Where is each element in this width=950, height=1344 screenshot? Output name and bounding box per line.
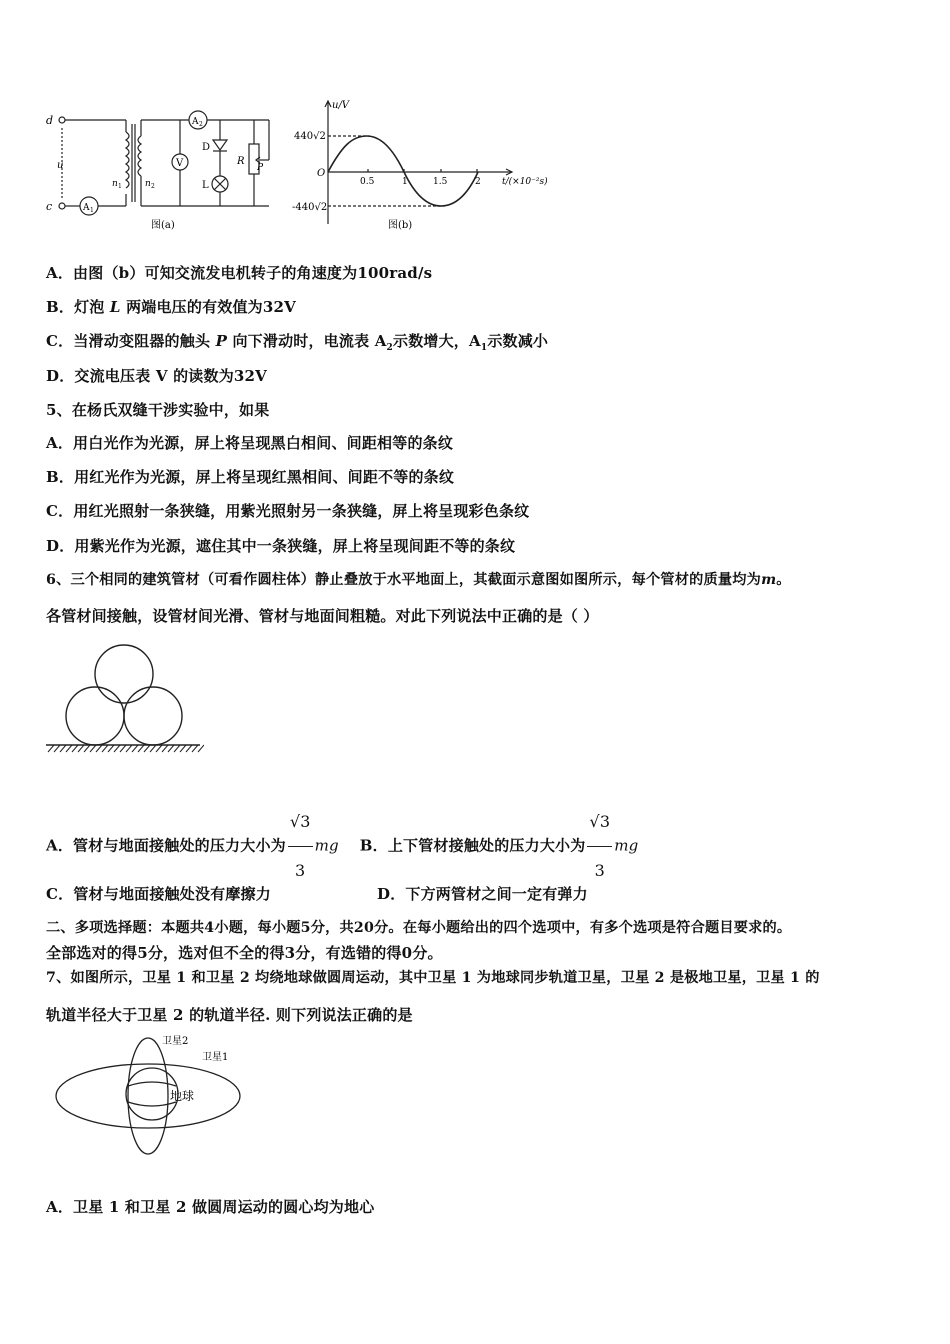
fraction-a: $\frac{√3}{3}$ <box>288 798 313 895</box>
ground-hatch <box>72 745 78 752</box>
pipes-figure <box>44 636 204 754</box>
ground-hatch <box>168 745 174 752</box>
ground-hatch <box>120 745 126 752</box>
bottom-left-pipe <box>66 687 124 745</box>
ground-hatch <box>48 745 54 752</box>
y-neg-value: -440√2 <box>292 202 328 213</box>
origin-label: O <box>317 168 326 179</box>
label-l: L <box>202 180 209 191</box>
ground-hatch <box>156 745 162 752</box>
q4-option-c: C．当滑动变阻器的触头 P 向下滑动时，电流表 $A_2$示数增大，$A_1$示数减小 <box>46 332 549 353</box>
q4-option-d: D．交流电压表 V 的读数为32V <box>46 367 268 385</box>
q6-stem-line1: 6、三个相同的建筑管材（可看作圆柱体）静止叠放于水平地面上，其截面示意图如图所示，每个管材的质量均为m。 <box>46 572 791 588</box>
q7-stem-line1: 7、如图所示，卫星 1 和卫星 2 均绕地球做圆周运动，其中卫星 1 为地球同步轨道卫星，卫星 2 是极地卫星，卫星 1 的 <box>46 970 820 986</box>
q7-stem-line2: 轨道半径大于卫星 2 的轨道半径. 则下列说法正确的是 <box>46 1006 413 1024</box>
ground-hatch <box>186 745 192 752</box>
ground-hatch <box>162 745 168 752</box>
caption-a: 图(a) <box>151 220 175 231</box>
label-n1: n <box>112 179 118 189</box>
ground-hatch <box>66 745 72 752</box>
label-u: u <box>57 160 64 171</box>
ground-hatch <box>138 745 144 752</box>
label-satellite1: 卫星1 <box>202 1052 229 1063</box>
ground-hatch <box>150 745 156 752</box>
caption-b: 图(b) <box>388 220 413 231</box>
section2-line1: 二、多项选择题：本题共4小题，每小题5分，共20分。在每小题给出的四个选项中，有多个选项是符合题目要求的。 <box>46 920 792 936</box>
circuit-diagram <box>44 106 284 236</box>
ground-hatch <box>114 745 120 752</box>
section2-line2: 全部选对的得5分，选对但不全的得3分，有选错的得0分。 <box>46 944 443 962</box>
q4-option-a: A．由图（b）可知交流发电机转子的角速度为100rad/s <box>46 264 433 282</box>
ground-hatch <box>144 745 150 752</box>
top-pipe <box>95 645 153 703</box>
y-pos-value: 440√2 <box>294 131 326 142</box>
label-a1-sub: 1 <box>90 207 94 214</box>
label-a2: A <box>192 117 199 127</box>
ground-hatch <box>198 745 204 752</box>
ground-hatch <box>84 745 90 752</box>
label-r: R <box>237 156 245 167</box>
label-satellite2: 卫星2 <box>162 1036 189 1047</box>
q6-option-d: D．下方两管材之间一定有弹力 <box>377 885 588 903</box>
terminal-c: c <box>46 200 53 213</box>
q5-option-b: B．用红光作为光源，屏上将呈现红黑相间、间距不等的条纹 <box>46 468 455 486</box>
q5-option-c: C．用红光照射一条狭缝，用紫光照射另一条狭缝，屏上将呈现彩色条纹 <box>46 502 530 520</box>
tick-1-5: 1.5 <box>433 177 448 187</box>
q5-option-d: D．用紫光作为光源，遮住其中一条狭缝，屏上将呈现间距不等的条纹 <box>46 537 516 555</box>
ground-hatch <box>78 745 84 752</box>
label-n1-sub: 1 <box>118 183 122 190</box>
waveform-graph <box>290 96 560 236</box>
orbit-satellite2 <box>128 1038 168 1154</box>
bottom-right-pipe <box>124 687 182 745</box>
x-axis-label: t/(×10⁻²s) <box>502 177 548 187</box>
q6-options-ab: A．管材与地面接触处的压力大小为 $\frac{√3}{3}$ mg B．上下管材接触处的压力大小为 $\frac{√3}{3}$ mg <box>46 798 638 895</box>
ground-hatch <box>90 745 96 752</box>
terminal-d: d <box>46 114 54 127</box>
y-axis-label: u/V <box>332 100 350 111</box>
fraction-b: $\frac{√3}{3}$ <box>587 798 612 895</box>
tick-0-5: 0.5 <box>360 177 375 187</box>
orbit-satellite1 <box>56 1064 240 1128</box>
tick-1: 1 <box>402 177 408 187</box>
q5-stem: 5、在杨氏双缝干涉实验中，如果 <box>46 401 270 419</box>
ground-hatch <box>132 745 138 752</box>
ground-hatch <box>60 745 66 752</box>
label-v: V <box>176 158 184 169</box>
ground-hatch <box>192 745 198 752</box>
ground-hatch <box>54 745 60 752</box>
ground-hatch <box>180 745 186 752</box>
satellite-figure <box>52 1032 252 1157</box>
label-p: P <box>257 163 264 173</box>
label-earth: 地球 <box>170 1089 195 1103</box>
ground-hatch <box>108 745 114 752</box>
label-n2-sub: 2 <box>151 183 155 190</box>
ground-hatch <box>102 745 108 752</box>
q6-option-c: C．管材与地面接触处没有摩擦力 <box>46 885 271 903</box>
q5-option-a: A．用白光作为光源，屏上将呈现黑白相间、间距相等的条纹 <box>46 434 454 452</box>
label-n2: n <box>145 179 151 189</box>
label-d: D <box>202 142 211 153</box>
q6-stem-line2: 各管材间接触，设管材间光滑、管材与地面间粗糙。对此下列说法中正确的是（ ） <box>46 607 599 625</box>
label-a2-sub: 2 <box>199 121 203 128</box>
label-a1: A <box>83 203 90 213</box>
q7-option-a: A．卫星 1 和卫星 2 做圆周运动的圆心均为地心 <box>46 1198 375 1216</box>
ground-hatch <box>126 745 132 752</box>
ground-hatch <box>96 745 102 752</box>
q4-option-b: B．灯泡 L 两端电压的有效值为32V <box>46 298 296 316</box>
ground-hatch <box>174 745 180 752</box>
tick-2: 2 <box>475 177 481 187</box>
